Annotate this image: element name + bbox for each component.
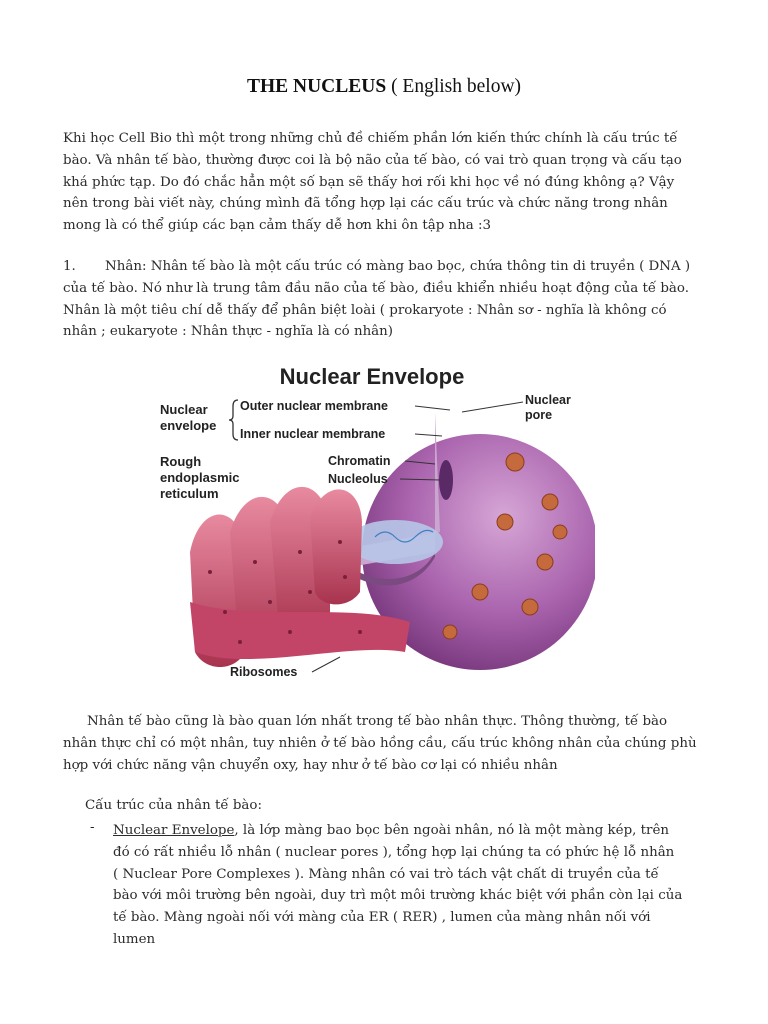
title-main: THE NUCLEUS <box>246 76 387 97</box>
item-1-paragraph <box>63 256 703 343</box>
nuclear-envelope-diagram <box>150 352 595 692</box>
bullet-dash: - <box>90 820 95 835</box>
paragraph-3: Nhân tế bào cũng là bào quan lớn nhất trong tế bào nhân thực. Thông thường, tế bào nhân thực chỉ có một nhân, tuy nhiên ở tế bào hồng cầu, cấu trúc không nhân của chúng phù hợp với chức năng vận chuyển oxy, hay như ở tế bào cơ lại có nhiều nhân <box>63 714 697 773</box>
bullet-nuclear-envelope <box>113 820 683 951</box>
item-1-text: Nhân tế bào là một cấu trúc có màng bao bọc, chứa thông tin di truyền ( DNA ) của tế bào. Nó như là trung tâm đầu não của tế bào, điều khiển nhiều hoạt động của tế bào. Nhân là một tiêu chí dễ thấy để phân biệt loài ( prokaryote : Nhân sơ - nghĩa là không có nhân ; eukaryote : Nhân thực - nghĩa là có nhân) <box>63 259 691 340</box>
bullet-text: , là lớp màng bao bọc bên ngoài nhân, nó là một màng kép, trên đó có rất nhiều lỗ nhân ( nuclear pores ), tổng hợp lại chúng ta có phức hệ lỗ nhân ( Nuclear Pore Complexes ). Màng nhân có vai trò tách vật chất di truyền của tế bào với môi trường bên ngoài, duy trì một môi trường khác biệt với phần còn lại của tế bào. Màng ngoài nối với màng của ER ( RER) , lumen của màng nhân nối với lumen <box>113 823 683 947</box>
figure-heading: Nuclear Envelope <box>279 364 465 389</box>
label-rough-1: Rough <box>160 454 202 469</box>
label-outer-membrane: Outer nuclear membrane <box>240 399 388 413</box>
item-1-number: 1. <box>63 259 76 274</box>
nucleolus-shape <box>439 460 453 500</box>
label-rough-3: reticulum <box>160 486 219 501</box>
label-pore-1: Nuclear <box>525 393 571 407</box>
label-envelope-1: Nuclear <box>160 402 208 417</box>
bullet-term: Nuclear Envelope <box>113 823 235 838</box>
title-paren: ( English below) <box>386 76 522 97</box>
label-rough-2: endoplasmic <box>160 470 240 485</box>
label-envelope-2: envelope <box>160 418 217 433</box>
item-1-term: Nhân: <box>105 259 147 274</box>
intro-paragraph: Khi học Cell Bio thì một trong những chủ đề chiếm phần lớn kiến thức chính là cấu trúc tế bào. Và nhân tế bào, thường được coi là bộ não của tế bào, có vai trò quan trọng và cấu tạo khá phức tạp. Do đó chắc hẳn một số bạn sẽ thấy hơi rối khi học về nó đúng không ạ? Vậy nên trong bài viết này, chúng mình đã tổng hợp lại các cấu trúc và chức năng trong nhân mong là có thể giúp các bạn cảm thấy dễ hơn khi ôn tập nha :3 <box>63 131 682 234</box>
label-pore-2: pore <box>525 408 553 422</box>
label-inner-membrane: Inner nuclear membrane <box>240 427 386 441</box>
label-chromatin: Chromatin <box>328 454 391 468</box>
nuclear-envelope-figure <box>150 352 595 692</box>
structure-heading: Cấu trúc của nhân tế bào: <box>85 798 262 813</box>
label-ribosomes: Ribosomes <box>230 665 298 679</box>
label-nucleolus: Nucleolus <box>328 472 388 486</box>
document-title <box>0 76 768 98</box>
